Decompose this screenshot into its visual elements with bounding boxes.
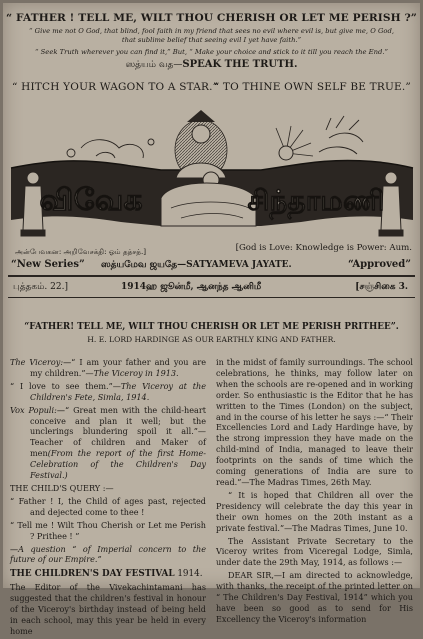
childs-query-2: “ Tell me ! Wilt Thou Cherish or Let me Perish ? Prithee ! ” [10, 519, 206, 541]
quote-line-3: “ Seek Truth wherever you can find it,” But, “ Make your choice and stick to it till you reach the End.” [35, 48, 388, 56]
masthead-illustration [11, 108, 413, 238]
newspaper-page [3, 3, 420, 636]
volume-number: புத்தகம். 22.] [13, 282, 68, 292]
sun-icon [279, 146, 293, 160]
speak-truth-tamil: ஸத்யம் வத— [125, 60, 183, 70]
right-paragraph-3: The Assistant Private Secretary to the Viceroy writes from Viceregal Lodge, Simla, under date the 29th May, 1914, as follows :— [216, 535, 413, 568]
left-column [10, 357, 206, 639]
childs-query-1: “ Father ! I, the Child of ages past, rejected and dejected come to thee ! [10, 495, 206, 517]
quote-line-1: “ Give me not O God, that blind, fool faith in my friend that sees no evil where evil is, but give me, O God, [29, 27, 394, 35]
left-slogan: “ HITCH YOUR WAGON TO A STAR.” [12, 81, 219, 93]
new-series-label: “New Series” [11, 259, 85, 270]
speak-truth-english: SPEAK THE TRUTH. [182, 59, 298, 70]
right-paragraph-4: DEAR SIR,—I am directed to acknowledge, with thanks, the receipt of the printed letter on “ The Children's Day Festival, 1914” which you have been so good as to send for His Excellency the Viceroy's information [216, 570, 413, 624]
right-slogan: “ TO THINE OWN SELF BE TRUE.” [213, 81, 411, 93]
right-paragraph-2: “ It is hoped that Children all over the Presidency will celebrate the day this year in their own homes on the 20th instant as a private festival.”—The Madras Times, June 10. [216, 489, 413, 533]
approved-label: “Approved” [348, 259, 411, 270]
masthead-motto: “ FATHER ! TELL ME, WILT THOU CHERISH OR LET ME PERISH ?” [6, 12, 417, 24]
article-headline: “FATHER! TELL ME, WILT THOU CHERISH OR LET ME PERISH PRITHEE”. [24, 322, 399, 332]
viceroy-quote-2: “ I love to see them.”—The Viceroy at the Children's Fete, Simla, 1914. [10, 380, 206, 402]
left-ornament [67, 139, 154, 158]
viceroy-quote-1: The Viceroy:—“ I am your father and you are my children.”—The Viceroy in 1913. [10, 357, 206, 378]
vox-populi-quote: Vox Populi:—“ Great men with the child-heart conceive and plan it well; but the unclerings blundering spoil it all.”—Teacher of children and Maker of men(From the report of the first Home-Celebration of the Children's Day Festival.) [10, 404, 206, 481]
divider-rule [8, 297, 415, 298]
festival-heading: THE CHILDREN'S DAY FESTIVAL 1914. [10, 569, 203, 580]
childs-query-heading: THE CHILD'S QUERY :— [10, 482, 114, 493]
issue-number: [சஞ்சிகை 3. [355, 282, 408, 292]
speak-truth-line [3, 59, 420, 71]
title-left: விவேக [39, 183, 143, 218]
issue-date: 1914ஹ ஜூன்மீ, ஆனந்த ஆனிமீ [121, 282, 262, 292]
right-column [216, 357, 413, 627]
quote-line-2: that sublime belief that seeing evil I yet have faith.” [121, 36, 302, 44]
article-subhead: H. E. LORD HARDINGE AS OUR EARTHLY KING AND FATHER. [87, 335, 336, 344]
right-ornament [319, 116, 363, 154]
divider-rule [8, 275, 415, 277]
childs-query-cite: —A question “ of Imperial concern to the future of our Empire.” [10, 543, 206, 565]
satyameva-line: ஸத்யமேவ ஜயதே—SATYAMEVA JAYATE. [101, 260, 292, 270]
deity-figure [161, 110, 256, 226]
right-paragraph-1: in the midst of family surroundings. The school celebrations, he thinks, may follow later on when the schools are re-opened and in working order. So enthusiastic is the Editor that he has written to the Times (London) on the subject, and in the course of his letter he says :—“ Their Excellencies Lord and Lady Hardinge have, by the strong impression they have made on the child-mind of India, managed to leave their footprints on the sands of time which the coming generations of India are sure to read.”—The Madras Times, 26th May. [216, 357, 413, 487]
tamil-tagline: அன்பேவகன: அறிவேசக்தி: ஓம் தத்சத்.] [15, 247, 147, 256]
festival-paragraph: The Editor of the Vivekachintamani has suggested that the children's festival in honour of the Viceroy's birthday instead of being held in each school, may this year be held in every home [10, 582, 206, 636]
english-tagline: [God is Love: Knowledge is Power: Aum. [235, 243, 412, 253]
title-right: சிந்தாமணி [247, 184, 385, 217]
